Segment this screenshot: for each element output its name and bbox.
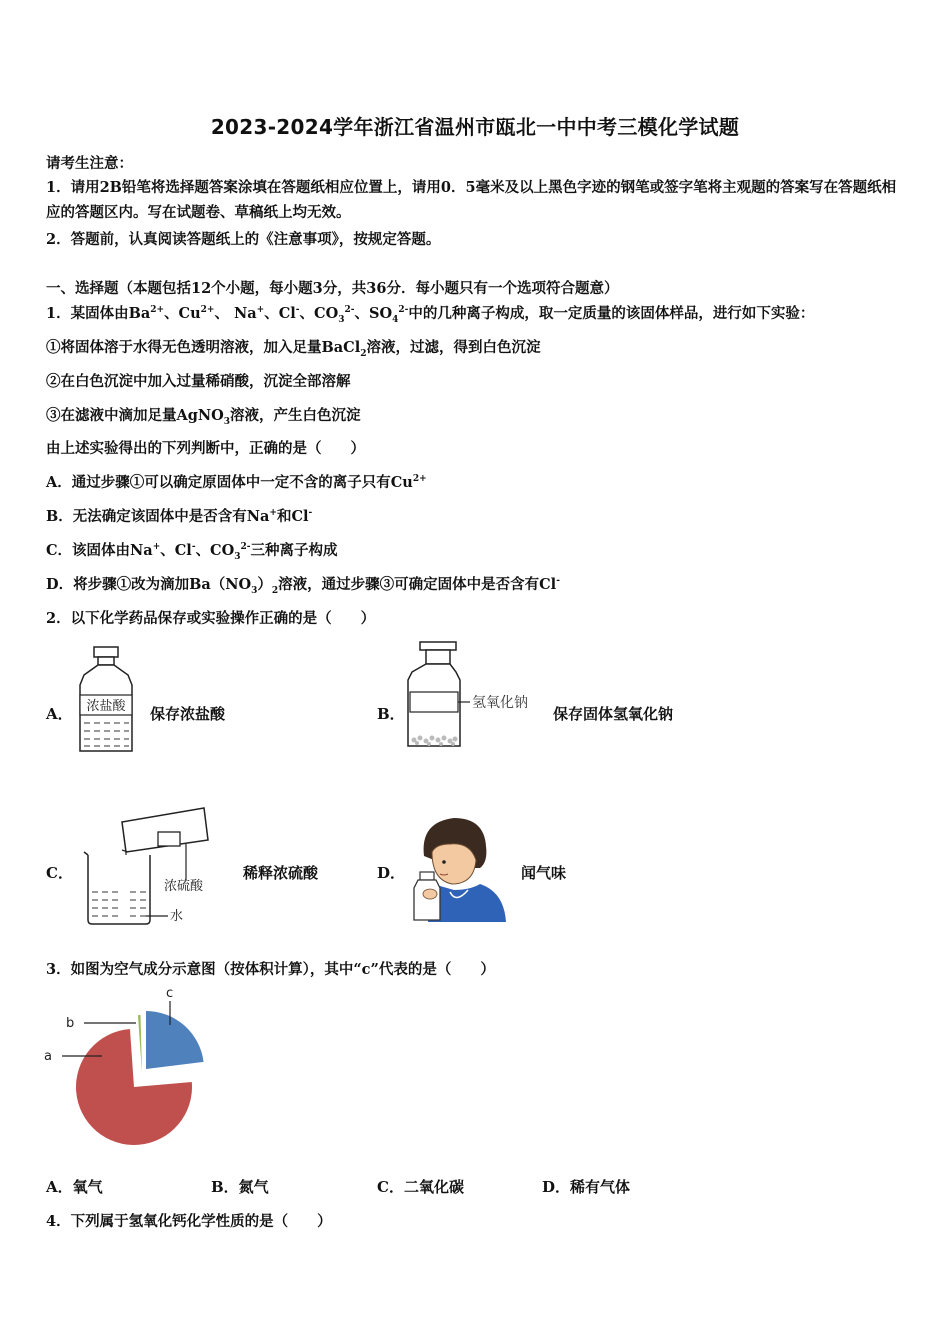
notice-item-2: 2．答题前，认真阅读答题纸上的《注意事项》，按规定答题。 xyxy=(46,231,441,248)
page-title: 2023-2024学年浙江省温州市瓯北一中中考三模化学试题 xyxy=(210,115,740,139)
q2-option-b-label: B． xyxy=(377,705,405,723)
pie-label-a: a xyxy=(44,1049,52,1064)
q2-option-c-label: C． xyxy=(46,864,73,882)
smelling-person-illustration xyxy=(410,812,510,924)
dilution-water-label: 水 xyxy=(170,909,184,924)
q2-caption-c: 稀释浓硫酸 xyxy=(243,864,319,882)
naoh-bottle-label: 氢氧化钠 xyxy=(472,695,528,711)
q2-option-d-label: D． xyxy=(377,864,406,882)
q3-stem: 3．如图为空气成分示意图（按体积计算），其中“c”代表的是（ ） xyxy=(46,961,495,978)
q2-caption-d: 闻气味 xyxy=(521,864,567,882)
q1-option-c: C．该固体由Na+、Cl-、$CO_3^{2-}$三种离子构成 xyxy=(46,542,338,562)
q1-step-2: ②在白色沉淀中加入过量稀硝酸，沉淀全部溶解 xyxy=(46,373,351,390)
q3-option-b: B．氮气 xyxy=(211,1178,269,1196)
q2-stem: 2．以下化学药品保存或实验操作正确的是（ ） xyxy=(46,610,376,627)
pie-slice-c xyxy=(146,1011,204,1069)
q1-option-b: B．无法确定该固体中是否含有Na+和Cl- xyxy=(46,508,313,525)
q2-option-a-label: A． xyxy=(46,705,73,723)
q1-question: 由上述实验得出的下列判断中，正确的是（ ） xyxy=(46,440,365,457)
q2-caption-b: 保存固体氢氧化钠 xyxy=(553,705,674,723)
air-composition-pie-chart xyxy=(40,985,220,1155)
hcl-bottle-illustration xyxy=(76,645,136,755)
q3-option-d: D．稀有气体 xyxy=(542,1178,631,1196)
pie-slice-b xyxy=(138,1015,142,1073)
q3-option-a: A．氧气 xyxy=(46,1178,103,1196)
pie-label-b: b xyxy=(66,1016,75,1031)
q1-option-d: D．将步骤①改为滴加$Ba(NO_3)_2$溶液，通过步骤③可确定固体中是否含有Cl- xyxy=(46,576,560,596)
dilution-illustration xyxy=(80,800,230,930)
q1-step-3: ③在滤液中滴加足量AgNO$_3$溶液，产生白色沉淀 xyxy=(46,407,361,427)
notice-item-1: 1．请用2B铅笔将选择题答案涂填在答题纸相应位置上，请用0．5毫米及以上黑色字迹的钢笔或签字笔将主观题的答案写在答题纸相应的答题区内。写在试题卷、草稿纸上均无效。 xyxy=(46,179,897,221)
notice-heading: 请考生注意： xyxy=(46,155,133,172)
naoh-bottle-illustration xyxy=(404,640,554,752)
dilution-acid-label: 浓硫酸 xyxy=(164,879,204,894)
q4-stem: 4．下列属于氢氧化钙化学性质的是（ ） xyxy=(46,1213,332,1230)
q1-stem: 1．某固体由$Ba^{2+}$、$Cu^{2+}$、 Na+、Cl-、$CO_3^{2-}$、$SO_4^{2-}$中的几种离子构成，取一定质量的该固体样品，进行如下实验： xyxy=(46,305,815,325)
q3-option-c: C．二氧化碳 xyxy=(377,1178,464,1196)
hcl-bottle-label: 浓盐酸 xyxy=(86,699,126,714)
section-heading: 一、选择题（本题包括12个小题，每小题3分，共36分．每小题只有一个选项符合题意） xyxy=(46,280,619,297)
q1-option-a: A．通过步骤①可以确定原固体中一定不含的离子只有$Cu^{2+}$ xyxy=(46,474,427,491)
q2-caption-a: 保存浓盐酸 xyxy=(150,705,226,723)
q1-step-1: ①将固体溶于水得无色透明溶液，加入足量BaCl$_2$溶液，过滤，得到白色沉淀 xyxy=(46,339,541,359)
pie-label-c: c xyxy=(166,986,174,1001)
